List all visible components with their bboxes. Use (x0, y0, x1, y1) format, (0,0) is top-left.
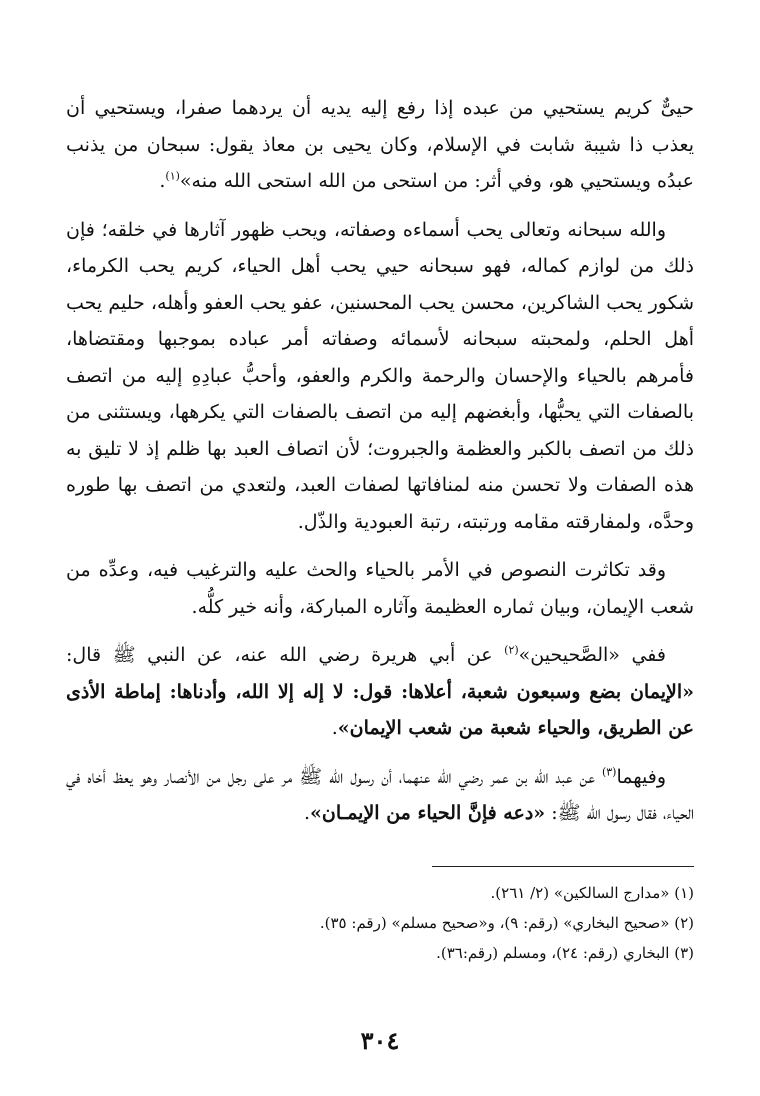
paragraph: وقد تكاثرت النصوص في الأمر بالحياء والحث عليه والترغيب فيه، وعدِّه من شعب الإيمان، وبيان ثماره العظيمة وآثاره المباركة، وأنه خير كلُّه. (66, 559, 694, 618)
footnote-divider (432, 866, 694, 867)
footnote: (٢) «صحيح البخاري» (رقم: ٩)، و«صحيح مسلم» (رقم: ٣٥). (319, 914, 694, 932)
paragraph: والله سبحانه وتعالى يحب أسماءه وصفاته، ويحب ظهور آثارها في خلقه؛ فإن ذلك من لوازم كماله، فهو سبحانه حيي يحب أهل الحياء، كريم يحب الكرماء، شكور يحب الشاكرين، محسن يحب المحسنين، عفو يحب العفو وأهله، حليم يحب أهل الحلم، ولمحبته سبحانه لأسمائه وصفاته أمر عباده بموجبها ومقتضاها، فأمرهم بالحياء والإحسان والرحمة والكرم والعفو، وأحبُّ عبادِهِ إليه من اتصف بالصفات التي يحبُّها، وأبغضهم إليه من اتصف بالصفات التي يكرهها، ويستثنى من ذلك من اتصف بالكبر والعظمة والجبروت؛ لأن اتصاف العبد بها ظلم إذ لا تليق به هذه الصفات ولا تحسن منه لمنافاتها لصفات العبد، ولتعدي من اتصف بها طوره وحدَّه، ولمفارقته مقامه ورتبته، رتبة العبودية والذّل. (66, 218, 694, 533)
page-number: ٣٠٤ (360, 1026, 400, 1055)
hadith-intro: وفيهما (616, 765, 666, 788)
main-text (66, 90, 694, 844)
hadith-narration: عن عبد الله بن عمر رضي الله عنهما، أن رسول الله ﷺ مر على رجل من الأنصار وهو يعظ أخاه في الحياء، فقال رسول الله ﷺ: (66, 765, 694, 824)
hadith-end: . (331, 717, 338, 739)
footnote-reference: (٢) (504, 643, 519, 657)
footnotes (66, 878, 694, 968)
hadith-narration: عن أبي هريرة رضي الله عنه، عن النبي ﷺ قال: (66, 644, 505, 666)
hadith-text: «دعه فإنَّ الحياء من الإيمـان» (310, 802, 546, 824)
hadith-intro: ففي «الصَّحيحين» (518, 644, 666, 666)
paragraph-text: حيىٌّ كريم يستحيي من عبده إذا رفع إليه يديه أن يردهما صفرا، ويستحيي أن يعذب ذا شيبة شابت في الإسلام، وكان يحيى بن معاذ يقول: سبحان من يذنب عبدُه ويستحيي هو، وفي أثر: من استحى من الله استحى الله منه» (66, 97, 694, 192)
hadith-text: «الإيمان بضع وسبعون شعبة، أعلاها: قول: لا إله إلا الله، وأدناها: إماطة الأذى عن الطريق، والحياء شعبة من شعب الإيمان» (66, 680, 694, 739)
footnote-reference: (١) (165, 169, 180, 183)
footnote: (١) «مدارج السالكين» (٢/ ٢٦١). (490, 884, 694, 902)
footnote: (٣) البخاري (رقم: ٢٤)، ومسلم (رقم:٣٦). (436, 944, 694, 962)
hadith-paragraph (66, 637, 694, 747)
hadith-end: . (303, 802, 311, 824)
hadith-paragraph (66, 759, 694, 832)
footnote-reference: (٣) (601, 765, 617, 779)
paragraph (66, 90, 694, 200)
paragraph-end: . (159, 170, 166, 192)
